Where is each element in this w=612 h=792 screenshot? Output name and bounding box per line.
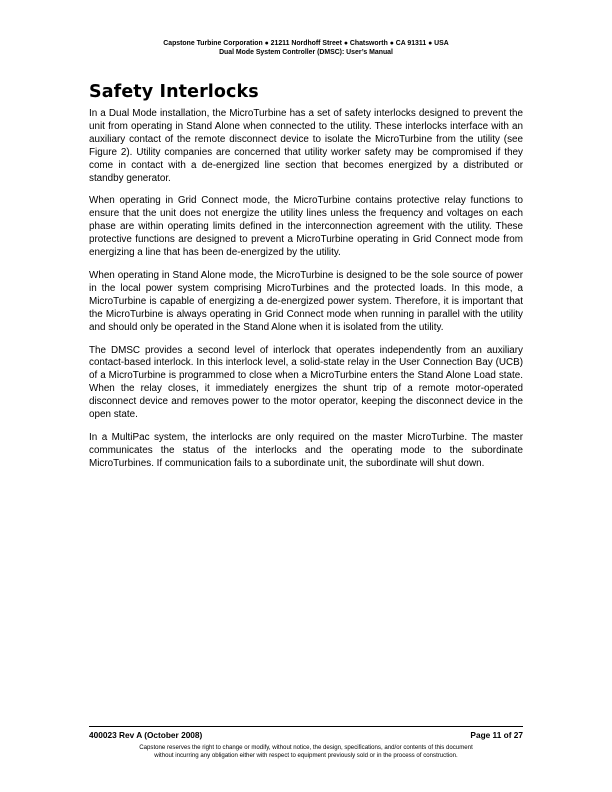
- page-header: [0, 39, 612, 57]
- section-title: Safety Interlocks: [89, 82, 259, 102]
- disclaimer-line-1: Capstone reserves the right to change or modify, without notice, the design, specifications, and/or contents of this document: [139, 744, 473, 751]
- body-text: [89, 108, 523, 481]
- paragraph-3: When operating in Stand Alone mode, the MicroTurbine is designed to be the sole source of power in the local power system comprising MicroTurbines and the protected loads. In this mode, a MicroTurbine is capable of energizing a de-energized power system. Therefore, it is important that the MicroTurbine is always operating in Grid Connect mode when running in parallel with the utility and should only be operated in the Stand Alone when it is isolated from the utility.: [89, 269, 523, 333]
- footer-disclaimer: [0, 744, 612, 760]
- paragraph-5: In a MultiPac system, the interlocks are only required on the master MicroTurbine. The master communicates the status of the interlocks and the operating mode to the subordinate MicroTurbines. If communication fails to a subordinate unit, the subordinate will shut down.: [89, 431, 523, 469]
- document-revision: 400023 Rev A (October 2008): [89, 730, 203, 740]
- header-company-line: Capstone Turbine Corporation ● 21211 Nordhoff Street ● Chatsworth ● CA 91311 ● USA: [163, 40, 449, 47]
- header-manual-title: Dual Mode System Controller (DMSC): User’s Manual: [219, 49, 393, 56]
- disclaimer-line-2: without incurring any obligation either with respect to equipment previously sold or in the process of construction.: [154, 752, 458, 759]
- paragraph-2: When operating in Grid Connect mode, the MicroTurbine contains protective relay functions to ensure that the unit does not energize the utility lines unless the frequency and voltages on each phase are within operating limits defined in the interconnection agreement with the utility. These protective functions are designed to prevent a MicroTurbine operating in Grid Connect mode from energizing a line that has been de-energized by the utility.: [89, 195, 523, 259]
- page-number: Page 11 of 27: [470, 730, 523, 740]
- footer-line: [89, 730, 523, 740]
- footer-divider: [89, 726, 523, 727]
- paragraph-4: The DMSC provides a second level of interlock that operates independently from an auxiliary contact-based interlock. In this interlock level, a solid-state relay in the User Connection Bay (UCB) of a MicroTurbine is programmed to close when a MicroTurbine enters the Stand Alone Load state. When the relay closes, it immediately energizes the shunt trip of a remote motor-operated disconnect device and removes power to the motor operator, keeping the disconnect device in the open state.: [89, 344, 523, 421]
- paragraph-1: In a Dual Mode installation, the MicroTurbine has a set of safety interlocks designed to prevent the unit from operating in Stand Alone when connected to the utility. These interlocks interface with an auxiliary contact of the remote disconnect device to isolate the MicroTurbine from the utility (see Figure 2). Utility companies are concerned that utility worker safety may be compromised if they come in contact with a de-energized line section that becomes energized by a distributed or standby generator.: [89, 108, 523, 184]
